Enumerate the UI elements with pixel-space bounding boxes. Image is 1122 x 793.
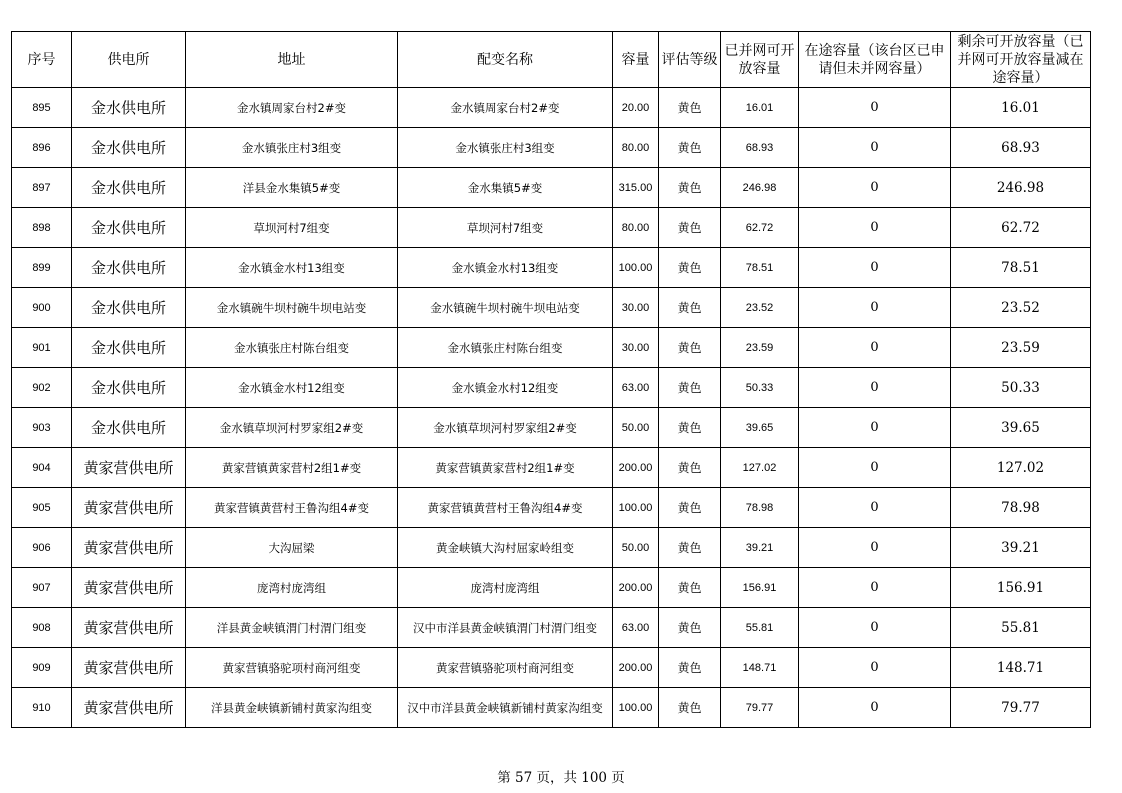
cell-station: 金水供电所 xyxy=(72,248,186,288)
header-transformer-name: 配变名称 xyxy=(398,32,613,88)
cell-capacity: 80.00 xyxy=(613,128,659,168)
cell-capacity: 200.00 xyxy=(613,448,659,488)
cell-address: 金水镇碗牛坝村碗牛坝电站变 xyxy=(186,288,398,328)
cell-in-transit: 0 xyxy=(799,208,951,248)
table-row xyxy=(12,88,1091,128)
header-capacity: 容量 xyxy=(613,32,659,88)
cell-in-transit: 0 xyxy=(799,688,951,728)
cell-in-transit: 0 xyxy=(799,448,951,488)
cell-address: 大沟屈梁 xyxy=(186,528,398,568)
cell-address: 金水镇金水村13组变 xyxy=(186,248,398,288)
cell-capacity: 200.00 xyxy=(613,568,659,608)
header-level: 评估等级 xyxy=(659,32,721,88)
cell-in-transit: 0 xyxy=(799,248,951,288)
cell-transformer-name: 金水镇碗牛坝村碗牛坝电站变 xyxy=(398,288,613,328)
cell-station: 黄家营供电所 xyxy=(72,688,186,728)
cell-level: 黄色 xyxy=(659,208,721,248)
cell-level: 黄色 xyxy=(659,328,721,368)
cell-in-transit: 0 xyxy=(799,608,951,648)
table-row xyxy=(12,208,1091,248)
table-row xyxy=(12,408,1091,448)
cell-in-transit: 0 xyxy=(799,408,951,448)
cell-station: 金水供电所 xyxy=(72,208,186,248)
cell-station: 金水供电所 xyxy=(72,408,186,448)
cell-transformer-name: 金水镇周家台村2#变 xyxy=(398,88,613,128)
table-row xyxy=(12,448,1091,488)
cell-level: 黄色 xyxy=(659,568,721,608)
cell-index: 903 xyxy=(12,408,72,448)
table-row xyxy=(12,328,1091,368)
cell-remaining: 39.65 xyxy=(951,408,1091,448)
cell-index: 908 xyxy=(12,608,72,648)
cell-address: 黄家营镇黄家营村2组1#变 xyxy=(186,448,398,488)
cell-address: 金水镇周家台村2#变 xyxy=(186,88,398,128)
cell-capacity: 20.00 xyxy=(613,88,659,128)
cell-transformer-name: 黄家营镇骆驼项村商河组变 xyxy=(398,648,613,688)
cell-in-transit: 0 xyxy=(799,488,951,528)
cell-capacity: 63.00 xyxy=(613,368,659,408)
cell-index: 898 xyxy=(12,208,72,248)
cell-station: 黄家营供电所 xyxy=(72,568,186,608)
cell-level: 黄色 xyxy=(659,168,721,208)
cell-capacity: 30.00 xyxy=(613,288,659,328)
cell-station: 金水供电所 xyxy=(72,288,186,328)
cell-grid-capacity: 16.01 xyxy=(721,88,799,128)
cell-station: 黄家营供电所 xyxy=(72,528,186,568)
cell-address: 黄家营镇黄营村王鲁沟组4#变 xyxy=(186,488,398,528)
cell-grid-capacity: 79.77 xyxy=(721,688,799,728)
cell-address: 金水镇金水村12组变 xyxy=(186,368,398,408)
cell-level: 黄色 xyxy=(659,88,721,128)
cell-capacity: 50.00 xyxy=(613,408,659,448)
cell-remaining: 50.33 xyxy=(951,368,1091,408)
cell-transformer-name: 金水镇草坝河村罗家组2#变 xyxy=(398,408,613,448)
cell-in-transit: 0 xyxy=(799,88,951,128)
cell-remaining: 127.02 xyxy=(951,448,1091,488)
cell-grid-capacity: 148.71 xyxy=(721,648,799,688)
cell-level: 黄色 xyxy=(659,248,721,288)
cell-station: 金水供电所 xyxy=(72,168,186,208)
cell-level: 黄色 xyxy=(659,288,721,328)
cell-index: 907 xyxy=(12,568,72,608)
table-header xyxy=(12,32,1091,88)
cell-transformer-name: 金水镇金水村12组变 xyxy=(398,368,613,408)
cell-station: 金水供电所 xyxy=(72,368,186,408)
cell-in-transit: 0 xyxy=(799,288,951,328)
cell-address: 庞湾村庞湾组 xyxy=(186,568,398,608)
cell-in-transit: 0 xyxy=(799,528,951,568)
table-body xyxy=(12,88,1091,728)
cell-grid-capacity: 127.02 xyxy=(721,448,799,488)
cell-station: 金水供电所 xyxy=(72,128,186,168)
cell-grid-capacity: 156.91 xyxy=(721,568,799,608)
cell-transformer-name: 金水集镇5#变 xyxy=(398,168,613,208)
cell-index: 895 xyxy=(12,88,72,128)
cell-address: 黄家营镇骆驼项村商河组变 xyxy=(186,648,398,688)
cell-grid-capacity: 23.52 xyxy=(721,288,799,328)
cell-level: 黄色 xyxy=(659,128,721,168)
cell-capacity: 315.00 xyxy=(613,168,659,208)
page-number: 第 57 页，共 100 页 xyxy=(497,770,625,786)
cell-remaining: 39.21 xyxy=(951,528,1091,568)
cell-index: 904 xyxy=(12,448,72,488)
cell-index: 897 xyxy=(12,168,72,208)
cell-station: 黄家营供电所 xyxy=(72,648,186,688)
cell-remaining: 62.72 xyxy=(951,208,1091,248)
capacity-table xyxy=(11,31,1091,728)
cell-capacity: 63.00 xyxy=(613,608,659,648)
cell-transformer-name: 汉中市洋县黄金峡镇渭门村渭门组变 xyxy=(398,608,613,648)
table-row xyxy=(12,128,1091,168)
table-row xyxy=(12,688,1091,728)
cell-capacity: 30.00 xyxy=(613,328,659,368)
cell-station: 黄家营供电所 xyxy=(72,448,186,488)
cell-level: 黄色 xyxy=(659,448,721,488)
cell-capacity: 100.00 xyxy=(613,488,659,528)
header-in-transit: 在途容量（该台区已申请但未并网容量） xyxy=(799,32,951,88)
cell-transformer-name: 金水镇金水村13组变 xyxy=(398,248,613,288)
cell-in-transit: 0 xyxy=(799,568,951,608)
cell-level: 黄色 xyxy=(659,688,721,728)
cell-level: 黄色 xyxy=(659,648,721,688)
table-row xyxy=(12,648,1091,688)
header-station: 供电所 xyxy=(72,32,186,88)
cell-grid-capacity: 68.93 xyxy=(721,128,799,168)
table-row xyxy=(12,288,1091,328)
cell-remaining: 79.77 xyxy=(951,688,1091,728)
cell-transformer-name: 金水镇张庄村陈台组变 xyxy=(398,328,613,368)
cell-index: 899 xyxy=(12,248,72,288)
cell-level: 黄色 xyxy=(659,488,721,528)
cell-address: 草坝河村7组变 xyxy=(186,208,398,248)
cell-address: 洋县黄金峡镇渭门村渭门组变 xyxy=(186,608,398,648)
cell-grid-capacity: 78.98 xyxy=(721,488,799,528)
table-row xyxy=(12,528,1091,568)
table-row xyxy=(12,368,1091,408)
cell-capacity: 200.00 xyxy=(613,648,659,688)
cell-index: 906 xyxy=(12,528,72,568)
cell-grid-capacity: 39.65 xyxy=(721,408,799,448)
cell-remaining: 68.93 xyxy=(951,128,1091,168)
cell-in-transit: 0 xyxy=(799,648,951,688)
cell-index: 900 xyxy=(12,288,72,328)
cell-station: 金水供电所 xyxy=(72,88,186,128)
cell-capacity: 100.00 xyxy=(613,248,659,288)
cell-index: 905 xyxy=(12,488,72,528)
cell-address: 金水镇张庄村3组变 xyxy=(186,128,398,168)
cell-in-transit: 0 xyxy=(799,168,951,208)
cell-in-transit: 0 xyxy=(799,368,951,408)
cell-station: 金水供电所 xyxy=(72,328,186,368)
cell-grid-capacity: 23.59 xyxy=(721,328,799,368)
cell-transformer-name: 汉中市洋县黄金峡镇新铺村黄家沟组变 xyxy=(398,688,613,728)
cell-transformer-name: 庞湾村庞湾组 xyxy=(398,568,613,608)
cell-index: 901 xyxy=(12,328,72,368)
cell-index: 902 xyxy=(12,368,72,408)
cell-index: 909 xyxy=(12,648,72,688)
cell-in-transit: 0 xyxy=(799,128,951,168)
cell-address: 金水镇张庄村陈台组变 xyxy=(186,328,398,368)
cell-transformer-name: 草坝河村7组变 xyxy=(398,208,613,248)
cell-transformer-name: 金水镇张庄村3组变 xyxy=(398,128,613,168)
cell-address: 洋县黄金峡镇新铺村黄家沟组变 xyxy=(186,688,398,728)
cell-grid-capacity: 62.72 xyxy=(721,208,799,248)
cell-transformer-name: 黄金峡镇大沟村屈家岭组变 xyxy=(398,528,613,568)
cell-remaining: 23.59 xyxy=(951,328,1091,368)
cell-grid-capacity: 50.33 xyxy=(721,368,799,408)
cell-level: 黄色 xyxy=(659,528,721,568)
table-row xyxy=(12,608,1091,648)
cell-capacity: 100.00 xyxy=(613,688,659,728)
cell-remaining: 246.98 xyxy=(951,168,1091,208)
cell-address: 金水镇草坝河村罗家组2#变 xyxy=(186,408,398,448)
table-row xyxy=(12,248,1091,288)
cell-index: 910 xyxy=(12,688,72,728)
cell-remaining: 16.01 xyxy=(951,88,1091,128)
header-remaining: 剩余可开放容量（已并网可开放容量减在途容量） xyxy=(951,32,1091,88)
header-grid-capacity: 已并网可开放容量 xyxy=(721,32,799,88)
cell-transformer-name: 黄家营镇黄营村王鲁沟组4#变 xyxy=(398,488,613,528)
cell-address: 洋县金水集镇5#变 xyxy=(186,168,398,208)
cell-transformer-name: 黄家营镇黄家营村2组1#变 xyxy=(398,448,613,488)
cell-remaining: 78.51 xyxy=(951,248,1091,288)
cell-capacity: 80.00 xyxy=(613,208,659,248)
cell-level: 黄色 xyxy=(659,608,721,648)
table-row xyxy=(12,568,1091,608)
cell-capacity: 50.00 xyxy=(613,528,659,568)
cell-grid-capacity: 246.98 xyxy=(721,168,799,208)
table-row xyxy=(12,488,1091,528)
cell-station: 黄家营供电所 xyxy=(72,488,186,528)
cell-station: 黄家营供电所 xyxy=(72,608,186,648)
cell-level: 黄色 xyxy=(659,368,721,408)
cell-grid-capacity: 39.21 xyxy=(721,528,799,568)
cell-index: 896 xyxy=(12,128,72,168)
cell-remaining: 148.71 xyxy=(951,648,1091,688)
header-address: 地址 xyxy=(186,32,398,88)
table-row xyxy=(12,168,1091,208)
cell-remaining: 156.91 xyxy=(951,568,1091,608)
cell-remaining: 55.81 xyxy=(951,608,1091,648)
cell-remaining: 78.98 xyxy=(951,488,1091,528)
cell-in-transit: 0 xyxy=(799,328,951,368)
cell-level: 黄色 xyxy=(659,408,721,448)
cell-remaining: 23.52 xyxy=(951,288,1091,328)
header-index: 序号 xyxy=(12,32,72,88)
cell-grid-capacity: 78.51 xyxy=(721,248,799,288)
cell-grid-capacity: 55.81 xyxy=(721,608,799,648)
